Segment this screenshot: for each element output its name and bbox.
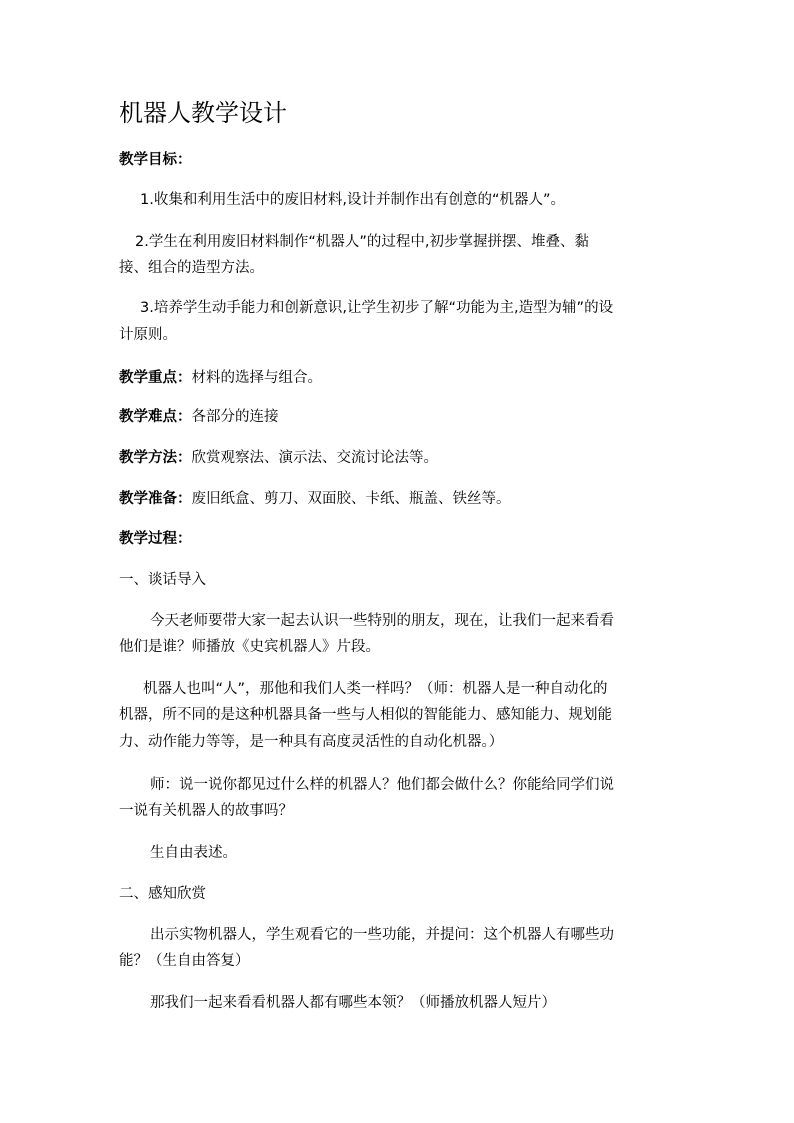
- methods-line: [119, 446, 679, 471]
- process-heading: 教学过程：: [119, 531, 192, 547]
- goal-item-1: 1.收集和利用生活中的废旧材料,设计并制作出有创意的“机器人”。: [140, 192, 565, 208]
- goal-item-2-line-1: 2.学生在利用废旧材料制作“机器人”的过程中,初步掌握拼摆、堆叠、黏: [135, 234, 589, 250]
- goal-item-3-line-1: 3.培养学生动手能力和创新意识,让学生初步了解“功能为主,造型为辅”的设: [140, 300, 614, 316]
- goal-item-2-line-2: 接、组合的造型方法。: [119, 260, 264, 276]
- section-1-p4: 生自由表述。: [150, 845, 237, 861]
- section-1-p1-line-1: 今天老师要带大家一起去认识一些特别的朋友，现在，让我们一起来看看: [150, 613, 614, 629]
- preparation-text: 废旧纸盒、剪刀、双面胶、卡纸、瓶盖、铁丝等。: [191, 491, 511, 507]
- key-point-line: [119, 366, 679, 391]
- goal-item-3-line-2: 计原则。: [119, 327, 177, 343]
- section-2-p2: 那我们一起来看看机器人都有哪些本领？（师播放机器人短片）: [150, 995, 556, 1011]
- section-2-title: 二、感知欣赏: [119, 886, 206, 902]
- section-2-p1-line-1: 出示实物机器人，学生观看它的一些功能，并提问：这个机器人有哪些功: [150, 927, 614, 943]
- key-point-label: 教学重点：: [119, 370, 192, 386]
- section-1-p2-line-1: 机器人也叫“人”，那他和我们人类一样吗？（师：机器人是一种自动化的: [143, 681, 608, 697]
- section-1-p3-line-2: 一说有关机器人的故事吗？: [119, 803, 293, 819]
- difficulty-text: 各部分的连接: [191, 409, 279, 425]
- methods-text: 欣赏观察法、演示法、交流讨论法等。: [191, 450, 438, 466]
- methods-label: 教学方法：: [119, 450, 192, 466]
- goals-heading: 教学目标：: [119, 152, 192, 168]
- section-1-p2-line-3: 力、动作能力等等，是一种具有高度灵活性的自动化机器。）: [119, 734, 504, 750]
- document-title: 机器人教学设计: [119, 99, 287, 127]
- difficulty-label: 教学难点：: [119, 409, 192, 425]
- preparation-line: [119, 487, 679, 512]
- section-1-title: 一、谈话导入: [119, 572, 206, 588]
- difficulty-line: [119, 405, 679, 430]
- section-2-p1-line-2: 能？（生自由答复）: [119, 953, 250, 969]
- preparation-label: 教学准备：: [119, 491, 192, 507]
- section-1-p3-line-1: 师：说一说你都见过什么样的机器人？他们都会做什么？你能给同学们说: [150, 777, 614, 793]
- key-point-text: 材料的选择与组合。: [191, 370, 322, 386]
- section-1-p1-line-2: 他们是谁？师播放《史宾机器人》片段。: [119, 639, 380, 655]
- section-1-p2-line-2: 机器，所不同的是这种机器具备一些与人相似的智能能力、感知能力、规划能: [119, 707, 612, 723]
